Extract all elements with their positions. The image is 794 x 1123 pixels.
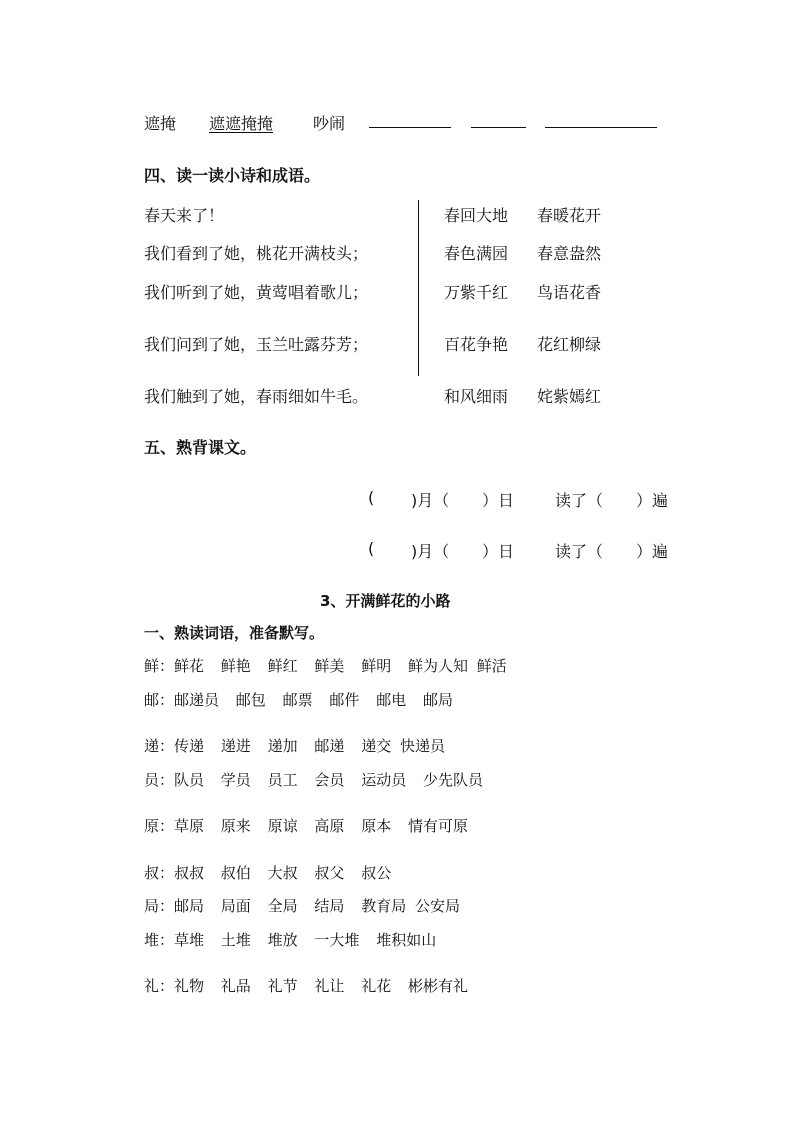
vocab-word: 邮件 bbox=[329, 691, 360, 709]
vocab-word: 传递 bbox=[174, 737, 205, 755]
vocab-word: 礼花 bbox=[361, 977, 392, 995]
vocab-words bbox=[174, 975, 468, 996]
answer-blank-2[interactable] bbox=[471, 127, 526, 128]
vocab-word: 鲜艳 bbox=[220, 657, 251, 675]
vocab-word: 邮局 bbox=[422, 691, 453, 709]
vocab-word: 草原 bbox=[174, 817, 205, 835]
vocab-row bbox=[144, 895, 174, 916]
vocab-head: 鲜： bbox=[144, 657, 175, 675]
vocab-word: 高原 bbox=[314, 817, 345, 835]
vocab-word: 结局 bbox=[314, 897, 345, 915]
vocab-word: 局面 bbox=[220, 897, 251, 915]
vocab-words bbox=[174, 655, 507, 676]
record2-read: 读了（ bbox=[555, 542, 604, 561]
vocab-head: 局： bbox=[144, 897, 175, 915]
vocab-row bbox=[144, 655, 174, 676]
word-zheyan: 遮掩 bbox=[144, 114, 177, 133]
vocab-word: 礼让 bbox=[314, 977, 345, 995]
vocab-head: 原： bbox=[144, 817, 175, 835]
vocab-words bbox=[174, 895, 460, 916]
poem-line-1: 春天来了！ bbox=[144, 206, 225, 225]
vocab-word: 递加 bbox=[267, 737, 298, 755]
vocab-words bbox=[174, 769, 483, 790]
vocab-row bbox=[144, 815, 174, 836]
vocab-words bbox=[174, 815, 468, 836]
vocab-word: 快递员 bbox=[399, 737, 445, 755]
vocab-head: 堆： bbox=[144, 931, 175, 949]
vocab-word: 堆积如山 bbox=[376, 931, 437, 949]
vocab-word: 礼物 bbox=[174, 977, 205, 995]
poem-line-5: 我们触到了她，春雨细如牛毛。 bbox=[144, 387, 369, 406]
vocab-head: 邮： bbox=[144, 691, 175, 709]
lesson3-title: 3、开满鲜花的小路 bbox=[320, 592, 451, 610]
vocab-word: 教育局 bbox=[361, 897, 407, 915]
record1-read: 读了（ bbox=[555, 491, 604, 510]
vocab-word: 递交 bbox=[361, 737, 392, 755]
vocab-row bbox=[144, 862, 174, 883]
vocab-word: 邮电 bbox=[376, 691, 407, 709]
vocab-row bbox=[144, 689, 174, 710]
vocab-word: 鲜为人知 bbox=[407, 657, 468, 675]
idiom-2b: 春意盎然 bbox=[537, 244, 602, 263]
record1-open: ( bbox=[368, 488, 375, 507]
vocab-row bbox=[144, 769, 174, 790]
record2-day: ）日 bbox=[482, 542, 515, 561]
vocab-word: 原来 bbox=[220, 817, 251, 835]
record2-times: ）遍 bbox=[636, 542, 669, 561]
vocab-word: 鲜美 bbox=[314, 657, 345, 675]
vocab-word: 邮包 bbox=[235, 691, 266, 709]
vocab-word: 队员 bbox=[174, 771, 205, 789]
vocab-word: 叔伯 bbox=[220, 864, 251, 882]
vocab-word: 运动员 bbox=[361, 771, 407, 789]
poem-line-4: 我们问到了她，玉兰吐露芬芳； bbox=[144, 335, 369, 354]
lesson3-subtitle: 一、熟读词语，准备默写。 bbox=[144, 624, 325, 642]
vocab-word: 堆放 bbox=[267, 931, 298, 949]
idiom-3a: 万紫千红 bbox=[444, 283, 509, 302]
vocab-word: 邮递员 bbox=[174, 691, 220, 709]
idiom-4b: 花红柳绿 bbox=[537, 335, 602, 354]
vocab-word: 鲜明 bbox=[361, 657, 392, 675]
vocab-word: 草堆 bbox=[174, 931, 205, 949]
vocab-words bbox=[174, 929, 436, 950]
idiom-3b: 鸟语花香 bbox=[537, 283, 602, 302]
vocab-head: 递： bbox=[144, 737, 175, 755]
vocab-word: 情有可原 bbox=[407, 817, 468, 835]
vocab-word: 全局 bbox=[267, 897, 298, 915]
vocab-word: 鲜花 bbox=[174, 657, 205, 675]
section4-title: 四、读一读小诗和成语。 bbox=[144, 166, 321, 185]
vocab-word: 叔叔 bbox=[174, 864, 205, 882]
vocab-word: 学员 bbox=[220, 771, 251, 789]
vocab-row bbox=[144, 975, 174, 996]
vocab-word: 公安局 bbox=[414, 897, 460, 915]
vocab-word: 礼节 bbox=[267, 977, 298, 995]
vocab-word: 叔父 bbox=[314, 864, 345, 882]
record1-times: ）遍 bbox=[636, 491, 669, 510]
vocab-word: 鲜活 bbox=[476, 657, 507, 675]
vocab-word: 土堆 bbox=[220, 931, 251, 949]
vocab-words bbox=[174, 689, 453, 710]
answer-blank-3[interactable] bbox=[545, 127, 657, 128]
vocab-word: 邮递 bbox=[314, 737, 345, 755]
column-divider bbox=[418, 200, 419, 376]
vocab-word: 邮局 bbox=[174, 897, 205, 915]
vocab-head: 叔： bbox=[144, 864, 175, 882]
vocab-words bbox=[174, 862, 391, 883]
record2-month: )月（ bbox=[411, 542, 450, 561]
vocab-words bbox=[174, 735, 445, 756]
vocab-word: 礼品 bbox=[220, 977, 251, 995]
vocab-word: 邮票 bbox=[282, 691, 313, 709]
vocab-head: 员： bbox=[144, 771, 175, 789]
idiom-4a: 百花争艳 bbox=[444, 335, 509, 354]
section5-title: 五、熟背课文。 bbox=[144, 438, 257, 457]
idiom-5a: 和风细雨 bbox=[444, 387, 509, 406]
vocab-word: 叔公 bbox=[361, 864, 392, 882]
idiom-5b: 姹紫嫣红 bbox=[537, 387, 602, 406]
answer-blank-1[interactable] bbox=[369, 127, 451, 128]
record2-open: ( bbox=[368, 539, 375, 558]
word-chaonao: 吵闹 bbox=[313, 114, 346, 133]
idiom-1a: 春回大地 bbox=[444, 206, 509, 225]
vocab-word: 员工 bbox=[267, 771, 298, 789]
vocab-word: 递进 bbox=[220, 737, 251, 755]
record1-day: ）日 bbox=[482, 491, 515, 510]
vocab-word: 鲜红 bbox=[267, 657, 298, 675]
poem-line-3: 我们听到了她，黄莺唱着歌儿； bbox=[144, 283, 369, 302]
record1-month: )月（ bbox=[411, 491, 450, 510]
vocab-word: 原本 bbox=[361, 817, 392, 835]
vocab-word: 原谅 bbox=[267, 817, 298, 835]
poem-line-2: 我们看到了她，桃花开满枝头； bbox=[144, 244, 369, 263]
vocab-word: 一大堆 bbox=[314, 931, 360, 949]
idiom-2a: 春色满园 bbox=[444, 244, 509, 263]
word-zhezheyanyan: 遮遮掩掩 bbox=[209, 114, 274, 133]
vocab-word: 会员 bbox=[314, 771, 345, 789]
vocab-row bbox=[144, 929, 174, 950]
vocab-word: 大叔 bbox=[267, 864, 298, 882]
vocab-word: 少先队员 bbox=[422, 771, 483, 789]
idiom-1b: 春暖花开 bbox=[537, 206, 602, 225]
vocab-row bbox=[144, 735, 174, 756]
vocab-word: 彬彬有礼 bbox=[407, 977, 468, 995]
vocab-head: 礼： bbox=[144, 977, 175, 995]
